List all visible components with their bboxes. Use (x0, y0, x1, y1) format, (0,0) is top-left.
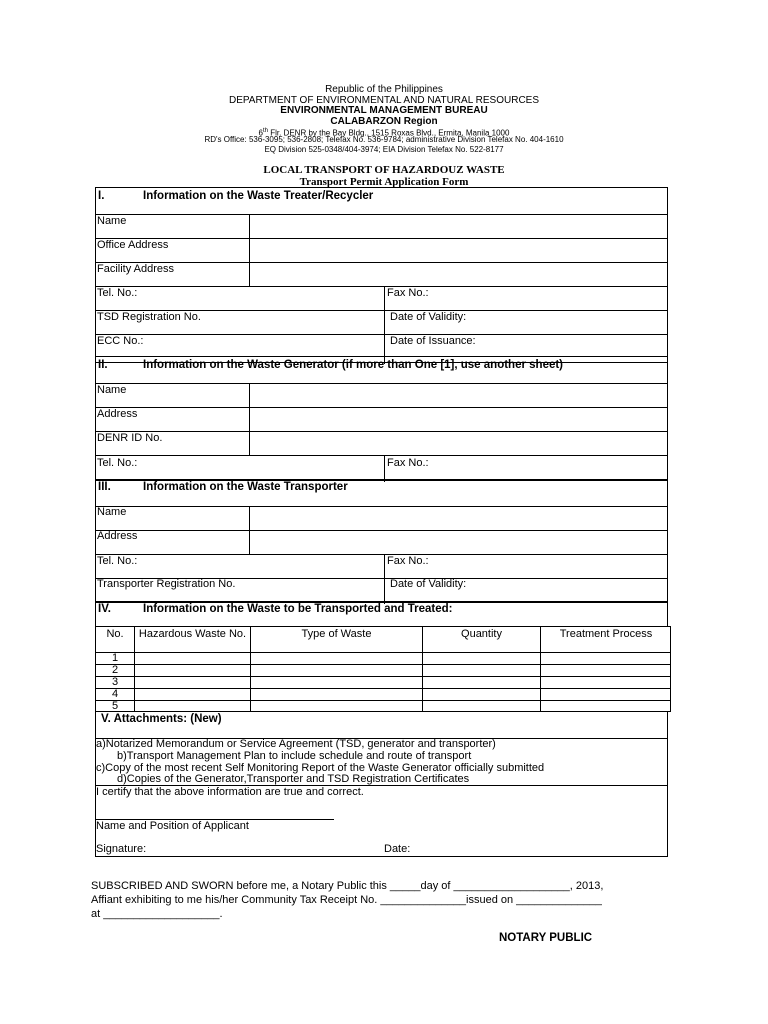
col-header-treatment-process: Treatment Process (559, 628, 653, 640)
table-row-number: 5 (111, 700, 119, 712)
treater-name-label: Name (97, 215, 127, 227)
treater-tel-field[interactable]: Tel. No.: (97, 287, 138, 299)
generator-tel-field[interactable]: Tel. No.: (97, 457, 138, 469)
section-3-number: III. (98, 481, 111, 493)
section-3-title: Information on the Waste Transporter (143, 481, 348, 493)
section-2-box (95, 356, 668, 481)
signature-field[interactable]: Signature: (96, 843, 147, 855)
treater-name-field[interactable] (250, 215, 667, 237)
transporter-address-label: Address (97, 530, 138, 542)
col-header-no: No. (106, 628, 124, 640)
table-row-number: 3 (111, 676, 119, 688)
region-line: CALABARZON Region (330, 116, 438, 127)
department-line: DEPARTMENT OF ENVIRONMENTAL AND NATURAL RESOURCES (228, 95, 540, 106)
section-1-heading (96, 190, 667, 204)
section-2-title: Information on the Waste Generator (if more than One [1], use another sheet) (143, 359, 564, 371)
transporter-name-field[interactable] (250, 507, 667, 529)
attachment-a: a)Notarized Memorandum or Service Agreement (TSD, generator and transporter) (96, 738, 496, 750)
section-3-box (95, 479, 668, 603)
transporter-fax-field[interactable]: Fax No.: (387, 555, 429, 567)
table-row-number: 1 (111, 652, 119, 664)
sworn-statement-line-3: at ___________________. (91, 908, 223, 920)
waste-table (95, 626, 671, 712)
treater-date-validity-field[interactable]: Date of Validity: (390, 311, 467, 323)
form-title: LOCAL TRANSPORT OF HAZARDOUZ WASTE (263, 164, 505, 176)
section-4-number: IV. (98, 603, 112, 615)
transporter-address-field[interactable] (250, 531, 667, 553)
section-1-title: Information on the Waste Treater/Recycler (143, 190, 374, 202)
section-5-title: V. Attachments: (New) (101, 713, 222, 725)
address-floor: 6 (258, 128, 263, 138)
name-position-label: Name and Position of Applicant (96, 820, 249, 832)
facility-address-label: Facility Address (97, 263, 175, 275)
transporter-name-label: Name (97, 506, 127, 518)
transporter-registration-field[interactable]: Transporter Registration No. (97, 578, 236, 590)
generator-name-label: Name (97, 384, 127, 396)
transporter-date-validity-field[interactable]: Date of Validity: (390, 578, 467, 590)
section-2-heading (96, 359, 667, 373)
table-row-number: 2 (111, 664, 119, 676)
republic-line: Republic of the Philippines (325, 84, 443, 95)
denr-id-field[interactable] (250, 432, 667, 454)
office-address-label: Office Address (97, 239, 169, 251)
facility-address-field[interactable] (250, 263, 667, 285)
form-subtitle: Transport Permit Application Form (299, 176, 469, 188)
section-4-heading-box (95, 601, 668, 627)
section-5-box (95, 711, 668, 857)
bureau-line: ENVIRONMENTAL MANAGEMENT BUREAU (280, 105, 488, 116)
attachment-c: c)Copy of the most recent Self Monitoring Report of the Waste Generator officially submitted (96, 762, 545, 774)
eq-division-line: EQ Division 525-0348/404-3974; EIA Division Telefax No. 522-8177 (264, 145, 504, 154)
date-field[interactable]: Date: (384, 843, 411, 855)
treater-fax-field[interactable]: Fax No.: (387, 287, 429, 299)
generator-name-field[interactable] (250, 384, 667, 406)
col-header-type-of-waste: Type of Waste (301, 628, 372, 640)
attachment-d: d)Copies of the Generator,Transporter and TSD Registration Certificates (117, 773, 470, 785)
address-sup: th (262, 128, 268, 134)
sworn-statement-line-1: SUBSCRIBED AND SWORN before me, a Notary Public this _____day of ___________________, 2013, (91, 880, 604, 892)
transporter-tel-field[interactable]: Tel. No.: (97, 555, 138, 567)
tsd-registration-field[interactable]: TSD Registration No. (97, 311, 201, 323)
generator-fax-field[interactable]: Fax No.: (387, 457, 429, 469)
table-row-number: 4 (111, 688, 119, 700)
ecc-number-field[interactable]: ECC No.: (97, 335, 144, 347)
office-address-field[interactable] (250, 239, 667, 261)
certify-statement: I certify that the above information are true and correct. (96, 786, 364, 798)
section-1-number: I. (98, 190, 105, 202)
date-issuance-field[interactable]: Date of Issuance: (390, 335, 476, 347)
denr-id-label: DENR ID No. (97, 432, 163, 444)
generator-address-field[interactable] (250, 408, 667, 430)
section-1-box (95, 187, 668, 363)
notary-public-label: NOTARY PUBLIC (499, 932, 593, 944)
generator-address-label: Address (97, 408, 138, 420)
col-header-hazardous-waste-no: Hazardous Waste No. (138, 628, 247, 640)
rd-office-line: RD's Office: 536-3095; 536-2808; Telefax No. 536-9784; administrative Division Telefax No. 404-1610 (204, 135, 564, 144)
col-header-quantity: Quantity (461, 628, 502, 640)
section-4-heading (96, 603, 667, 617)
address-text: Flr. DENR by the Bay Bldg., 1515 Roxas Blvd., Ermita, Manila 1000 (268, 128, 510, 138)
section-2-number: II. (98, 359, 108, 371)
attachment-b: b)Transport Management Plan to include schedule and route of transport (117, 750, 472, 762)
sworn-statement-line-2: Affiant exhibiting to me his/her Community Tax Receipt No. ______________issued on ______________ (91, 894, 602, 906)
section-4-title: Information on the Waste to be Transported and Treated: (143, 603, 453, 615)
section-3-heading (96, 481, 667, 495)
